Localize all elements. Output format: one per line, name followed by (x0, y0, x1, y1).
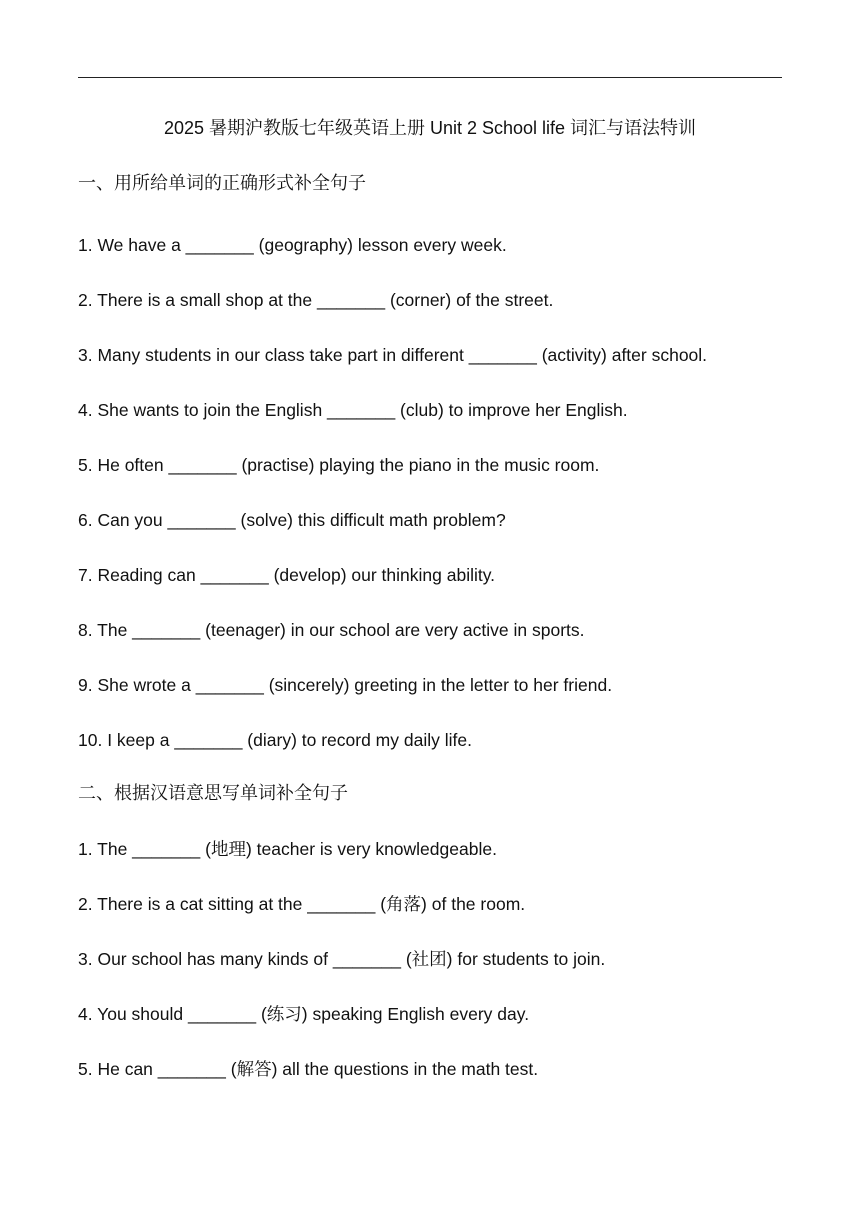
section-2-question-4: 4. You should _______ (练习) speaking English every day. (78, 1004, 530, 1024)
section-2-heading: 二、根据汉语意思写单词补全句子 (78, 783, 348, 804)
section-2-question-1: 1. The _______ (地理) teacher is very knowledgeable. (78, 839, 497, 859)
section-2-question-3: 3. Our school has many kinds of _______ (社团) for students to join. (78, 949, 606, 969)
section-2-question-2: 2. There is a cat sitting at the _______ (角落) of the room. (78, 894, 526, 914)
section-1-question-1: 1. We have a _______ (geography) lesson every week. (78, 235, 507, 255)
section-1-question-4: 4. She wants to join the English _______ (club) to improve her English. (78, 400, 628, 420)
section-1-heading: 一、用所给单词的正确形式补全句子 (78, 173, 366, 194)
section-1-question-8: 8. The _______ (teenager) in our school are very active in sports. (78, 620, 585, 640)
section-2-question-5: 5. He can _______ (解答) all the questions in the math test. (78, 1059, 539, 1079)
section-1-question-7: 7. Reading can _______ (develop) our thinking ability. (78, 565, 496, 585)
header-rule (78, 77, 782, 78)
section-1-question-6: 6. Can you _______ (solve) this difficult math problem? (78, 510, 506, 530)
section-1-question-3: 3. Many students in our class take part in different _______ (activity) after school. (78, 345, 708, 365)
section-1-question-5: 5. He often _______ (practise) playing the piano in the music room. (78, 455, 600, 475)
section-1-question-2: 2. There is a small shop at the _______ (corner) of the street. (78, 290, 554, 310)
document-title: 2025 暑期沪教版七年级英语上册 Unit 2 School life 词汇与语法特训 (163, 118, 697, 138)
section-1-question-10: 10. I keep a _______ (diary) to record my daily life. (78, 730, 472, 750)
section-1-question-9: 9. She wrote a _______ (sincerely) greeting in the letter to her friend. (78, 675, 613, 695)
